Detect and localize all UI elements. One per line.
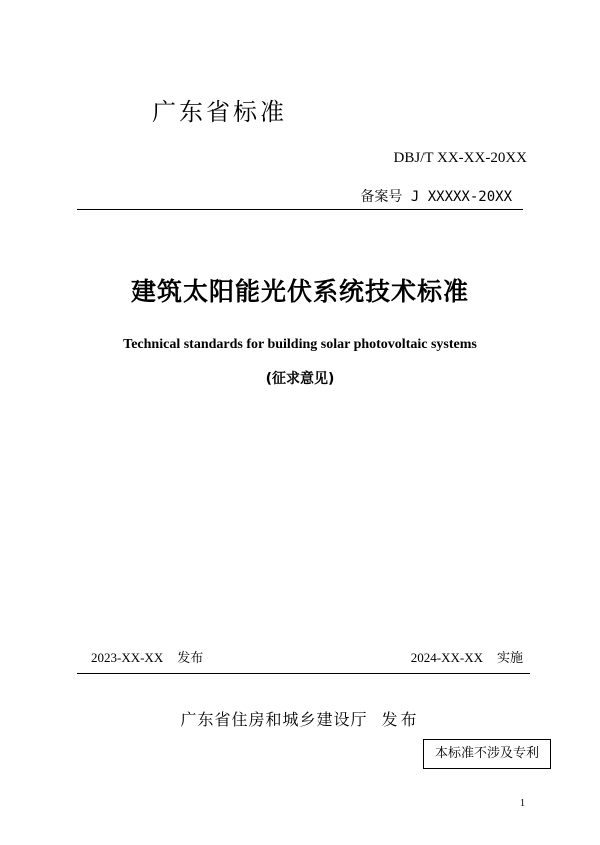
implement-label: 实施 [496, 651, 523, 666]
implement-date-row [411, 647, 523, 666]
publish-date-row [91, 647, 203, 666]
province-standard-heading: 广东省标准 [152, 98, 287, 126]
patent-note-box: 本标准不涉及专利 [423, 739, 551, 769]
document-title-chinese: 建筑太阳能光伏系统技术标准 [130, 277, 469, 306]
page-number: 1 [520, 798, 525, 809]
document-title-english: Technical standards for building solar photovoltaic systems [123, 337, 477, 352]
issuer-line [0, 707, 600, 730]
standard-number: DBJ/T XX-XX-20XX [393, 150, 527, 166]
filing-number: 备案号 J XXXXX-20XX [360, 189, 512, 205]
issuer-name: 广东省住房和城乡建设厅 [180, 710, 368, 729]
publish-label: 发布 [177, 651, 204, 666]
publish-date: 2023-XX-XX [91, 650, 164, 665]
issuer-label: 发布 [381, 710, 420, 729]
bottom-divider [77, 673, 530, 674]
top-divider [77, 209, 523, 210]
implement-date: 2024-XX-XX [410, 650, 483, 665]
draft-note: (征求意见) [265, 371, 335, 387]
